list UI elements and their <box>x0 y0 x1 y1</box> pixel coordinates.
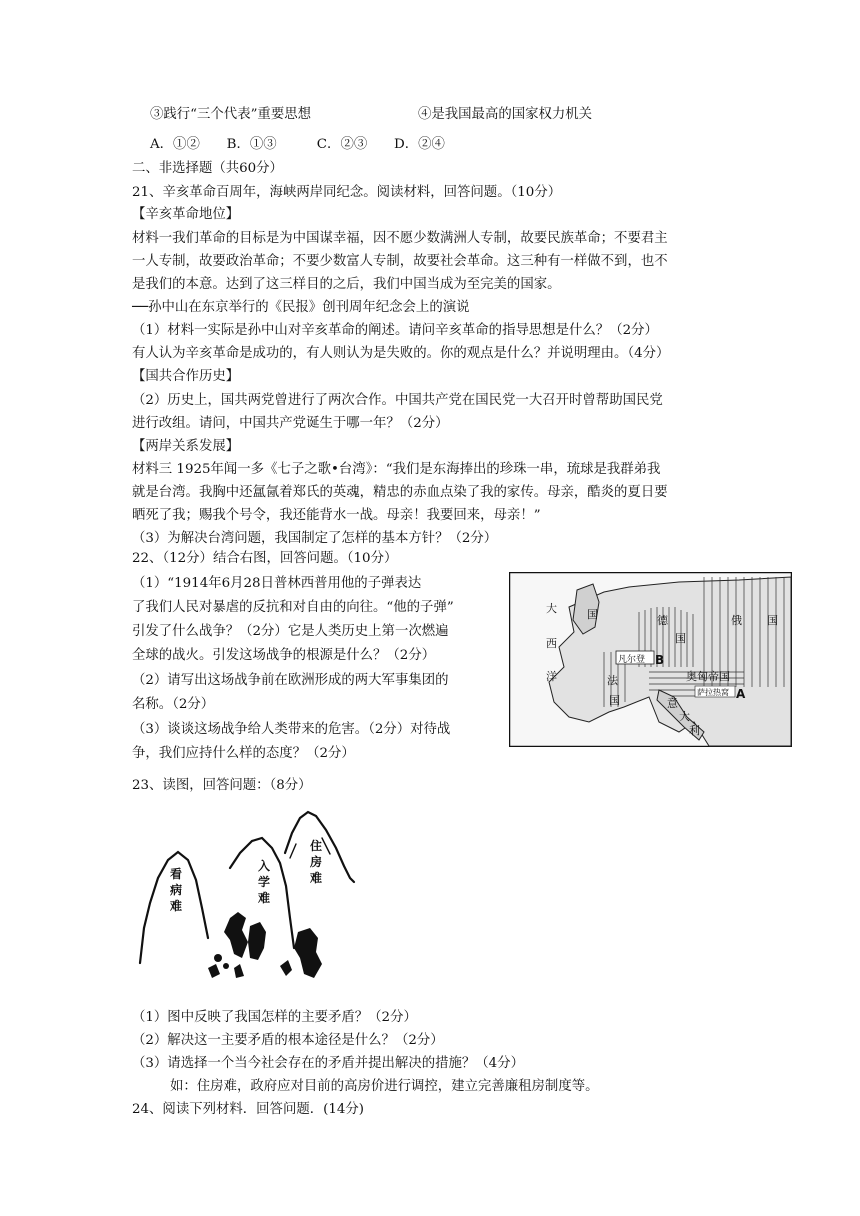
map-label-britain: 国 <box>587 608 598 621</box>
q21-heading-2: 【国共合作历史】 <box>132 369 240 384</box>
q21-heading-1: 【辛亥革命地位】 <box>132 207 240 222</box>
q22-title: 22、（12分）结合右图，回答问题。（10分） <box>132 551 398 566</box>
cartoon-label-1-char-2: 病 <box>170 883 183 897</box>
q21-material-3-line-1: 材料三 1925年闻一多《七子之歌•台湾》：“我们是东海捧出的珍珠一串，琉球是我群弟我 <box>132 462 661 477</box>
q20-options: A．①② B．①③ C．②③ D．②④ <box>150 137 445 152</box>
q22-line-7: （3）谈谈这场战争给人类带来的危害。（2分）对待战 <box>132 722 451 737</box>
q21-material-3-line-3: 晒死了我；赐我个号令，我还能背水一战。母亲！我要回来，母亲！” <box>132 508 541 523</box>
map-label-a: A <box>736 687 746 701</box>
mountains-cartoon <box>130 808 370 993</box>
cartoon-label-2-char-2: 学 <box>258 875 271 889</box>
q21-material-1-line-3: 是我们的本意。达到了这三样目的之后，我们中国当成为至完美的国家。 <box>132 277 561 292</box>
map-label-sarajevo: 萨拉热窝 <box>697 688 729 697</box>
map-label-italy-2: 大 <box>679 710 690 723</box>
q22-line-1: （1）“1914年6月28日普林西普用他的子弹表达 <box>132 576 422 591</box>
map-label-atlantic-2: 西 <box>546 637 557 650</box>
q23-question-2: （2）解决这一主要矛盾的根本途径是什么？（2分） <box>132 1033 444 1048</box>
q21-title: 21、辛亥革命百周年，海峡两岸同纪念。阅读材料，回答问题。（10分） <box>132 185 562 200</box>
cartoon-label-3-char-2: 房 <box>310 855 323 869</box>
q21-question-2-line-1: （2）历史上，国共两党曾进行了两次合作。中国共产党在国民党一大召开时曾帮助国民党 <box>132 393 663 408</box>
climbing-figures <box>208 912 322 978</box>
q23-title: 23、读图，回答问题：（8分） <box>132 778 312 793</box>
q22-line-4: 全球的战火。引发这场战争的根源是什么？（2分） <box>132 648 436 663</box>
cartoon-label-3-char-3: 难 <box>310 871 323 885</box>
q21-question-3: （3）为解决台湾问题，我国制定了怎样的基本方针？（2分） <box>132 531 498 546</box>
cartoon-label-3-char-1: 住 <box>310 839 323 853</box>
q21-question-1-line-2: 有人认为辛亥革命是成功的，有人则认为是失败的。你的观点是什么？并说明理由。（4分） <box>132 346 670 361</box>
q21-material-1-source: ──孙中山在东京举行的《民报》创刊周年纪念会上的演说 <box>132 300 470 315</box>
q22-line-3: 引发了什么战争？（2分）它是人类历史上第一次燃遍 <box>132 624 449 639</box>
map-label-atlantic-1: 大 <box>546 602 557 615</box>
map-label-russia-1: 俄 <box>731 614 742 627</box>
map-label-france-1: 法 <box>607 674 618 687</box>
map-label-russia-2: 国 <box>767 614 778 627</box>
q21-material-1-line-2: 一人专制，故要政治革命；不要少数富人专制，故要社会革命。这三种有一样做不到，也不 <box>132 254 668 269</box>
map-label-germany-1: 德 <box>657 614 668 627</box>
q21-heading-3: 【两岸关系发展】 <box>132 439 240 454</box>
cartoon-label-2-char-1: 入 <box>258 859 271 873</box>
map-label-verdun: 凡尔登 <box>618 655 646 665</box>
q21-question-2-line-2: 进行改组。请问，中国共产党诞生于哪一年？（2分） <box>132 416 449 431</box>
q21-question-1-line-1: （1）材料一实际是孙中山对辛亥革命的阐述。请问辛亥革命的指导思想是什么？（2分） <box>132 323 658 338</box>
map-label-austria-hungary: 奥匈帝国 <box>686 670 730 683</box>
map-label-france-2: 国 <box>609 694 620 707</box>
q22-line-6: 名称。（2分） <box>132 697 215 712</box>
cartoon-label-1-char-3: 难 <box>170 899 183 913</box>
q20-item-4: ④是我国最高的国家权力机关 <box>418 107 593 122</box>
q22-line-8: 争，我们应持什么样的态度？（2分） <box>132 746 355 761</box>
section-title: 二、非选择题（共60分） <box>132 161 283 176</box>
q22-line-2: 了我们人民对暴虐的反抗和对自由的向往。“他的子弹” <box>132 600 454 615</box>
cartoon-label-1-char-1: 看 <box>170 867 183 881</box>
q23-example: 如：住房难，政府应对目前的高房价进行调控，建立完善廉租房制度等。 <box>170 1079 599 1094</box>
q21-material-3-line-2: 就是台湾。我胸中还氲氤着郑氏的英魂，精忠的赤血点染了我的家传。母亲，酷炎的夏日要 <box>132 485 668 500</box>
europe-map <box>509 572 792 747</box>
q23-question-1: （1）图中反映了我国怎样的主要矛盾？（2分） <box>132 1010 417 1025</box>
q20-item-3: ③践行“三个代表”重要思想 <box>150 107 311 122</box>
map-label-atlantic-3: 洋 <box>546 670 557 683</box>
cartoon-label-2-char-3: 难 <box>258 891 271 905</box>
q21-material-1-line-1: 材料一我们革命的目标是为中国谋幸福，因不愿少数满洲人专制，故要民族革命；不要君主 <box>132 231 668 246</box>
map-label-italy-3: 利 <box>689 724 700 737</box>
map-label-b: B <box>655 653 665 667</box>
map-label-italy-1: 意 <box>667 697 678 710</box>
q23-question-3: （3）请选择一个当今社会存在的矛盾并提出解决的措施？（4分） <box>132 1056 524 1071</box>
q24-title: 24、阅读下列材料．回答问题．(14分) <box>132 1102 364 1117</box>
q22-line-5: （2）请写出这场战争前在欧洲形成的两大军事集团的 <box>132 673 449 688</box>
map-label-germany-2: 国 <box>675 632 686 645</box>
